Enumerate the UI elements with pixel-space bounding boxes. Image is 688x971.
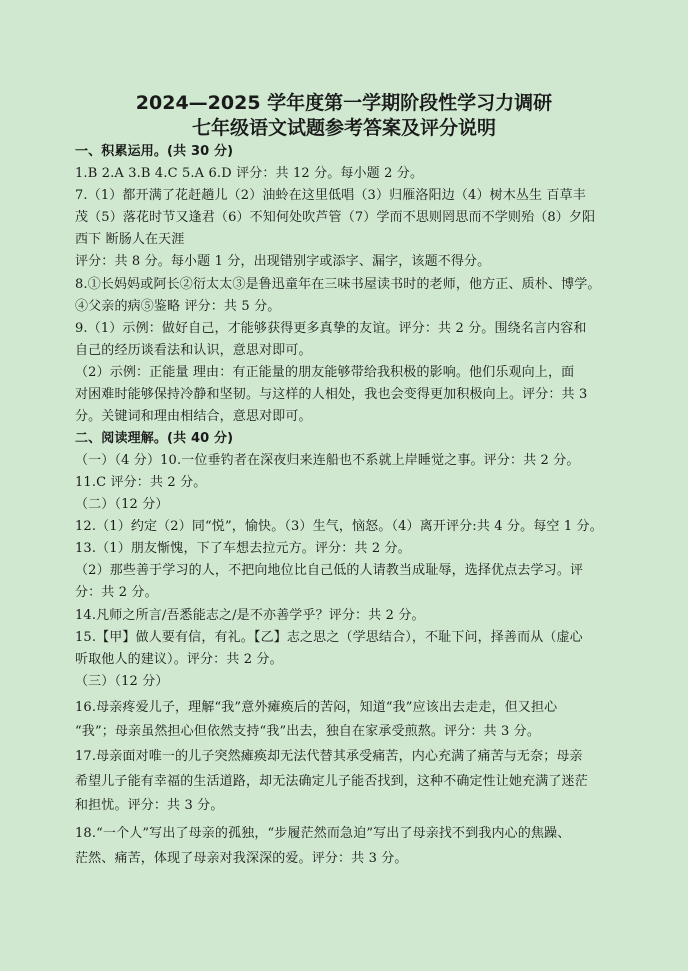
- document-title: 2024—2025 学年度第一学期阶段性学习力调研: [135, 92, 553, 114]
- answer-line: 评分：共 8 分。每小题 1 分，出现错别字或添字、漏字，该题不得分。: [75, 254, 491, 269]
- section-heading-2: 二、阅读理解。(共 40 分): [75, 431, 234, 446]
- answer-line: 15.【甲】做人要有信，有礼。【乙】志之思之（学思结合），不耻下问，择善而从（虚心: [75, 630, 583, 645]
- answer-line: （一）（4 分）10.一位垂钓者在深夜归来连船也不系就上岸睡觉之事。评分：共 2 分。: [75, 453, 580, 468]
- answer-line: 自己的经历谈看法和认识，意思对即可。: [75, 343, 312, 358]
- answer-line: 茫然、痛苦，体现了母亲对我深深的爱。评分：共 3 分。: [75, 851, 408, 866]
- answer-line: 听取他人的建议）。评分：共 2 分。: [75, 652, 283, 667]
- answer-line: （三）（12 分）: [75, 674, 169, 689]
- answer-line: 茂（5）落花时节又逢君（6）不知何处吹芦管（7）学而不思则罔思而不学则殆（8）夕阳: [75, 210, 596, 225]
- answer-line: 9.（1）示例：做好自己，才能够获得更多真挚的友谊。评分：共 2 分。围绕名言内容和: [75, 321, 587, 336]
- answer-line: 7.（1）都开满了花赶趟儿（2）油蛉在这里低唱（3）归雁洛阳边（4）树木丛生 百草丰: [75, 188, 586, 203]
- answer-line: 和担忧。评分：共 3 分。: [75, 798, 224, 813]
- answer-line: 13.（1）朋友惭愧，下了车想去拉元方。评分：共 2 分。: [75, 541, 411, 556]
- answer-line: 分。关键词和理由相结合，意思对即可。: [75, 409, 312, 424]
- answer-line: 11.C 评分：共 2 分。: [75, 475, 207, 490]
- answer-line: 西下 断肠人在天涯: [75, 232, 185, 247]
- answer-line: 14.凡师之所言/吾悉能志之/是不亦善学乎？评分：共 2 分。: [75, 608, 425, 623]
- answer-line: （二）（12 分）: [75, 497, 169, 512]
- section-heading-1: 一、积累运用。(共 30 分): [75, 144, 234, 159]
- document-subtitle: 七年级语文试题参考答案及评分说明: [191, 117, 496, 139]
- answer-line: （2）示例：正能量 理由：有正能量的朋友能够带给我积极的影响。他们乐观向上，面: [75, 365, 575, 380]
- answer-line: ④父亲的病⑤鉴略 评分：共 5 分。: [75, 299, 281, 314]
- answer-line: 17.母亲面对唯一的儿子突然瘫痪却无法代替其承受痛苦，内心充满了痛苦与无奈；母亲: [75, 749, 583, 764]
- answer-line: 16.母亲疼爱儿子，理解“我”意外瘫痪后的苦闷，知道“我”应该出去走走，但又担心: [75, 700, 558, 715]
- answer-line: 分：共 2 分。: [75, 585, 158, 600]
- answer-line: 8.①长妈妈或阿长②衍太太③是鲁迅童年在三味书屋读书时的老师，他方正、质朴、博学。: [75, 277, 601, 292]
- answer-line: 12.（1）约定（2）同“悦”，愉快。（3）生气，恼怒。（4）离开评分:共 4 分。每空 1 分。: [75, 519, 603, 534]
- answer-line: （2）那些善于学习的人，不把向地位比自己低的人请教当成耻辱，选择优点去学习。评: [75, 563, 584, 578]
- answer-line: 希望儿子能有幸福的生活道路，却无法确定儿子能否找到，这种不确定性让她充满了迷茫: [75, 774, 588, 789]
- answer-line: “我”；母亲虽然担心但依然支持“我”出去，独自在家承受煎熬。评分：共 3 分。: [75, 724, 540, 739]
- answer-line: 对困难时能够保持冷静和坚韧。与这样的人相处，我也会变得更加积极向上。评分：共 3: [75, 387, 588, 402]
- answer-line: 1.B 2.A 3.B 4.C 5.A 6.D 评分：共 12 分。每小题 2 分。: [75, 166, 424, 181]
- answer-line: 18.“一个人”写出了母亲的孤独，“步履茫然而急迫”写出了母亲找不到我内心的焦躁、: [75, 826, 571, 841]
